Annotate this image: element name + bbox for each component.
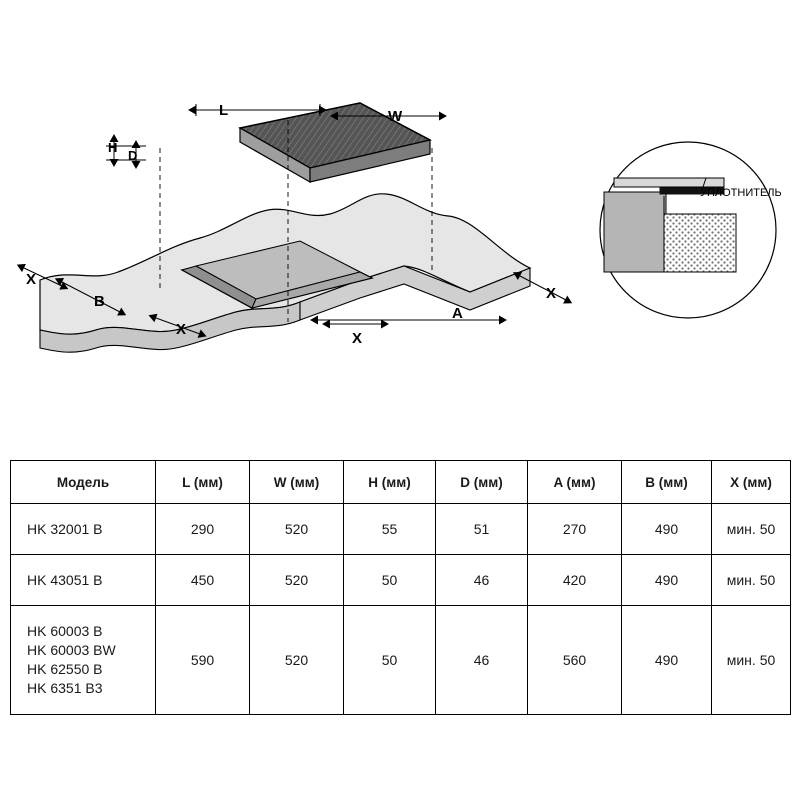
cell-h: 50 xyxy=(344,606,436,715)
cell-x: мин. 50 xyxy=(712,606,791,715)
label-X-front-left: X xyxy=(176,321,187,338)
cell-b: 490 xyxy=(622,555,712,606)
label-X-front-right: X xyxy=(352,330,363,347)
dimension-H-D xyxy=(106,140,146,163)
label-H: H xyxy=(108,140,118,155)
model-name: HK 32001 B xyxy=(27,520,103,537)
cell-l: 590 xyxy=(156,606,250,715)
countertop-body xyxy=(40,194,530,352)
table-header-row xyxy=(11,461,791,504)
cell-l: 450 xyxy=(156,555,250,606)
label-X-left: X xyxy=(26,271,37,288)
header-x: X (мм) xyxy=(712,461,791,504)
model-name: HK 43051 B xyxy=(27,571,103,588)
table-row xyxy=(11,555,791,606)
model-name: HK 60003 B xyxy=(27,623,103,639)
cell-b: 490 xyxy=(622,504,712,555)
model-name: HK 60003 BW xyxy=(27,642,116,658)
header-b: B (мм) xyxy=(622,461,712,504)
table-row xyxy=(11,504,791,555)
header-h: H (мм) xyxy=(344,461,436,504)
dimension-X-front-right xyxy=(330,324,382,347)
header-a: A (мм) xyxy=(528,461,622,504)
cell-a: 270 xyxy=(528,504,622,555)
cell-model xyxy=(11,555,156,606)
model-name: HK 62550 B xyxy=(27,661,103,677)
label-X-right: X xyxy=(546,285,557,302)
header-d: D (мм) xyxy=(436,461,528,504)
cell-d: 51 xyxy=(436,504,528,555)
cell-l: 290 xyxy=(156,504,250,555)
label-W: W xyxy=(388,108,403,125)
model-name: HK 6351 B3 xyxy=(27,680,103,696)
label-A: A xyxy=(452,305,463,322)
cell-w: 520 xyxy=(250,504,344,555)
specifications-table xyxy=(10,460,791,715)
cell-x: мин. 50 xyxy=(712,555,791,606)
cell-a: 420 xyxy=(528,555,622,606)
seal-detail-callout xyxy=(600,142,782,318)
header-l: L (мм) xyxy=(156,461,250,504)
cell-b: 490 xyxy=(622,606,712,715)
table-row xyxy=(11,606,791,715)
specifications-table-wrapper xyxy=(10,460,790,715)
dimension-X-right xyxy=(520,276,566,302)
cell-model xyxy=(11,606,156,715)
cell-d: 46 xyxy=(436,555,528,606)
cell-h: 55 xyxy=(344,504,436,555)
cell-h: 50 xyxy=(344,555,436,606)
label-seal: УПЛОТНИТЕЛЬ xyxy=(700,187,782,199)
label-L: L xyxy=(219,102,229,119)
cell-w: 520 xyxy=(250,606,344,715)
cell-x: мин. 50 xyxy=(712,504,791,555)
label-D: D xyxy=(128,148,138,163)
cell-model xyxy=(11,504,156,555)
header-w: W (мм) xyxy=(250,461,344,504)
cell-a: 560 xyxy=(528,606,622,715)
header-model: Модель xyxy=(11,461,156,504)
cell-d: 46 xyxy=(436,606,528,715)
label-B: B xyxy=(94,293,105,310)
cell-w: 520 xyxy=(250,555,344,606)
